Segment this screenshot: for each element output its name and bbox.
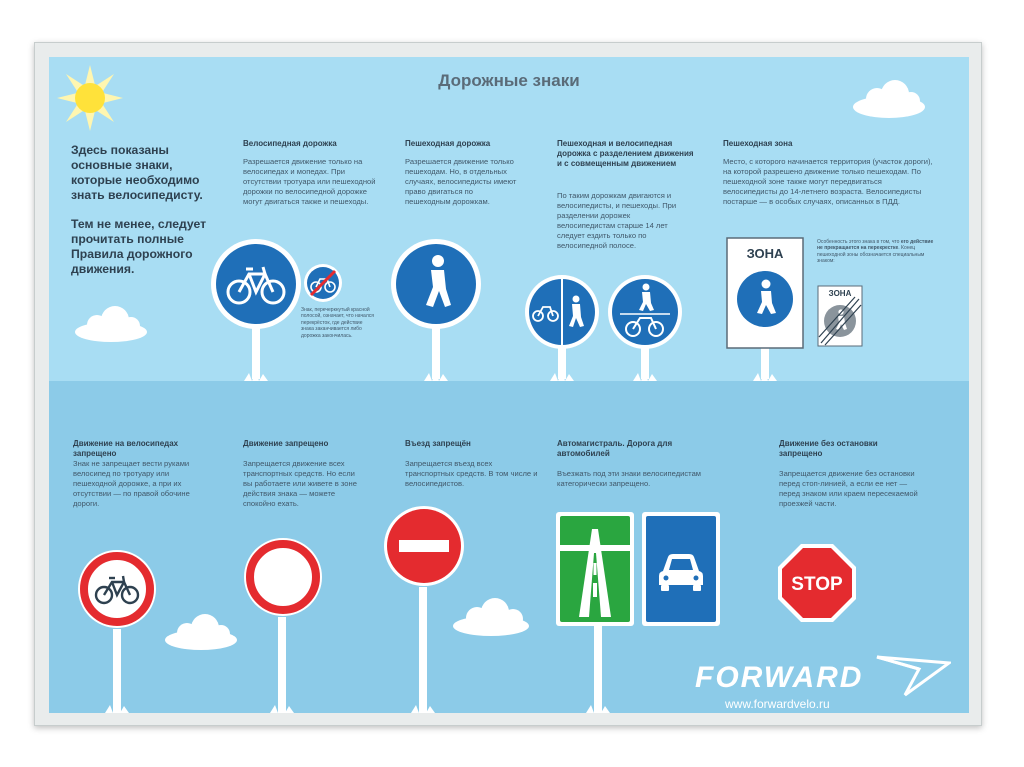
no-traffic-text: Запрещается движение всех транспортных средств. Но если вы работаете или живете в зоне действия знака — можете спокойно ехать. xyxy=(243,459,357,508)
grass-decoration xyxy=(424,371,448,381)
no-bicycles-text: Знак не запрещает вести руками велосипед по тротуару или пешеходной дорожке, а при их отсутствии — по правой обочине дороги. xyxy=(73,459,190,508)
cloud-icon xyxy=(71,305,151,343)
cloud-icon xyxy=(161,613,241,651)
shared-path-separated-sign xyxy=(523,273,601,351)
poster xyxy=(49,57,969,713)
pedestrian-zone-text: Место, с которого начинается территория (участок дороги), на которой разрешено движение только пешеходам. По пешеходной зоне также могут передвигаться велосипедисты до 14-летнего возраста. Велосипедисты постарше — в особых случаях, описанных в ПДД. xyxy=(723,157,933,206)
pedestrian-zone-note xyxy=(817,239,939,265)
grass-decoration xyxy=(270,703,294,713)
zone-label: ЗОНА xyxy=(746,246,784,261)
note-part: Особенность этого знака в том, что xyxy=(817,239,901,245)
no-traffic-sign xyxy=(243,537,323,617)
stop-label: STOP xyxy=(791,574,843,595)
shared-path-text: По таким дорожкам двигаются и велосипедисты, и пешеходы. При разделении дорожек велосипедистам старше 14 лет следует ездить только по велосипедной полосе. xyxy=(557,191,677,250)
grass-decoration xyxy=(244,371,268,381)
foot-path-text: Разрешается движение только пешеходам. Но, в отдельных случаях, велосипедисты имеют право двигаться по пешеходным дорожкам. xyxy=(405,157,517,206)
intro-text xyxy=(71,143,221,291)
grass-decoration xyxy=(586,703,610,713)
foot-path-heading: Пешеходная дорожка xyxy=(405,139,491,148)
forward-logo-icon xyxy=(875,653,951,697)
motorway-sign xyxy=(555,511,635,627)
cloud-icon xyxy=(449,597,533,637)
no-bicycles-sign xyxy=(77,549,157,629)
poster-frame xyxy=(34,42,982,726)
bike-path-text: Разрешается движение только на велосипедах и мопедах. При отсутствии тротуара или пешеходной дорожки по велосипедной дорожке могут двигаться также и пешеходы. xyxy=(243,157,376,206)
no-entry-text: Запрещается въезд всех транспортных средств. В том числе и велосипедистов. xyxy=(405,459,538,488)
sign-pole xyxy=(113,629,121,713)
grass-decoration xyxy=(550,371,574,381)
motorway-heading: Автомагистраль. Дорога для автомобилей xyxy=(557,439,673,458)
stop-heading: Движение без остановки запрещено xyxy=(779,439,878,458)
no-entry-sign xyxy=(383,505,465,587)
grass-decoration xyxy=(411,703,435,713)
grass-decoration xyxy=(105,703,129,713)
note-part: . Конец пешеходной зоны обозначается специальным знаком: xyxy=(817,245,925,265)
motorway-text: Въезжать под эти знаки велосипедистам категорически запрещено. xyxy=(557,469,702,488)
bike-path-heading: Велосипедная дорожка xyxy=(243,139,337,148)
bike-path-end-note: Знак, перечеркнутый красной полосой, означает, что начался перекрёсток, где действие знака заканчивается либо дорожка закончилась. xyxy=(301,307,374,339)
pedestrian-zone-heading: Пешеходная зона xyxy=(723,139,793,148)
shared-path-heading: Пешеходная и велосипедная дорожка с разделением движения и с совмещенным движением xyxy=(557,139,694,168)
bike-path-sign xyxy=(209,237,303,331)
zone-end-label: ЗОНА xyxy=(828,289,852,298)
note-emphasis: его действие не прекращается на перекрестке xyxy=(817,239,934,252)
stop-sign xyxy=(777,543,857,623)
sign-pole xyxy=(278,617,286,713)
pedestrian-zone-end-sign xyxy=(817,285,863,347)
grass-decoration xyxy=(633,371,657,381)
stop-text: Запрещается движение без остановки перед стоп-линией, а если ее нет — перед знаком или краем пересекаемой проезжей части. xyxy=(779,469,918,508)
no-traffic-heading: Движение запрещено xyxy=(243,439,329,448)
shared-path-combined-sign xyxy=(606,273,684,351)
road-for-cars-sign xyxy=(641,511,721,627)
intro-paragraph-1: Здесь показаны основные знаки, которые необходимо знать велосипедисту. xyxy=(71,143,203,202)
sign-pole xyxy=(419,587,427,713)
no-bicycles-heading: Движение на велосипедах запрещено xyxy=(73,439,179,458)
poster-title: Дорожные знаки xyxy=(438,71,580,90)
pedestrian-zone-sign xyxy=(726,237,804,349)
foot-path-sign xyxy=(389,237,483,331)
brand-url: www.forwardvelo.ru xyxy=(725,697,830,711)
sign-pole xyxy=(594,625,602,713)
no-entry-heading: Въезд запрещён xyxy=(405,439,471,448)
brand-name: FORWARD xyxy=(695,661,864,694)
bike-path-end-sign xyxy=(303,263,343,303)
intro-paragraph-2: Тем не менее, следует прочитать полные Правила дорожного движения. xyxy=(71,217,207,276)
grass-decoration xyxy=(753,371,777,381)
